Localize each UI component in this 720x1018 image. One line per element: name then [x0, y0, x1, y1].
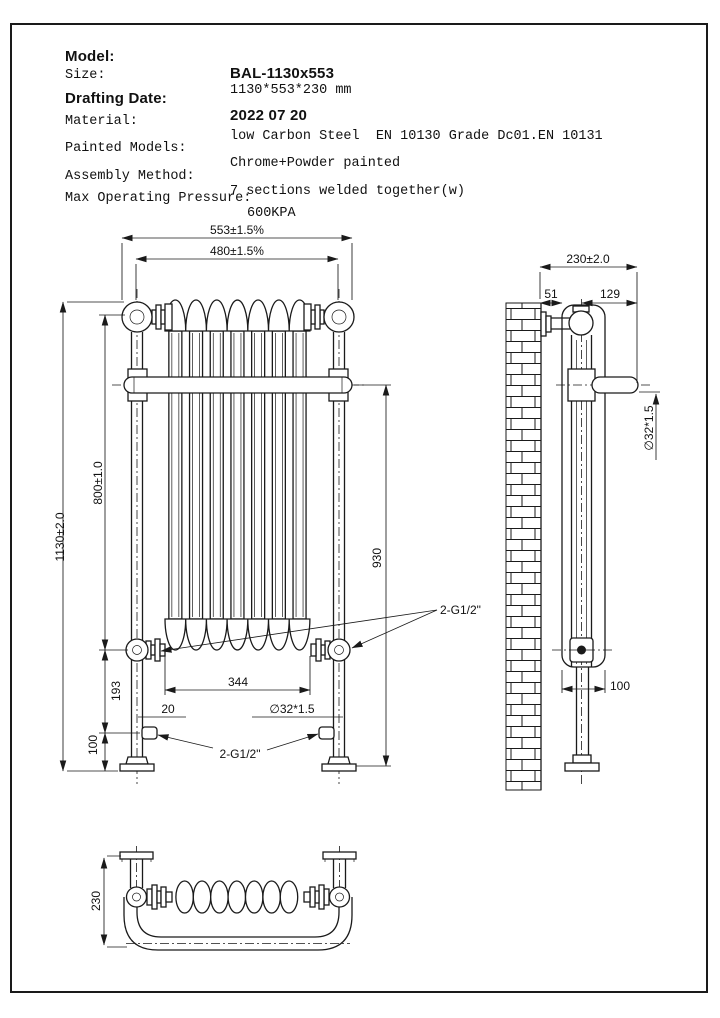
connection-port-dot [577, 646, 586, 655]
side-foot [565, 763, 599, 771]
plan-ball-right [330, 887, 350, 907]
plan-feet [120, 852, 356, 862]
plan-ball-left [127, 887, 147, 907]
valve-stub-left [142, 727, 157, 739]
front-view-dimensions [53, 223, 481, 771]
wall-brick-hatch [506, 303, 541, 790]
towel-rail [124, 377, 352, 393]
side-rail [592, 377, 638, 393]
spec-label: Max Operating Pressure: [65, 191, 252, 206]
spec-label: Drafting Date: [65, 90, 167, 107]
spec-value: 2022 07 20 [230, 107, 308, 124]
dim-wall-offset: 51 [544, 287, 558, 301]
dim-gap-bottom: 193 [109, 680, 123, 702]
radiator-top-humps [165, 300, 310, 331]
dim-foot-height: 100 [86, 734, 100, 756]
dim-tube-spec: ∅32*1.5 [269, 702, 315, 716]
spec-value: BAL-1130x553 [230, 65, 335, 82]
spec-value: Chrome+Powder painted [230, 156, 401, 171]
dim-depth-overall: 230±2.0 [566, 252, 610, 266]
side-view [506, 299, 650, 790]
side-lower-leg [577, 667, 589, 756]
dim-rail-projection: 129 [599, 287, 621, 301]
radiator-columns [169, 331, 306, 619]
plan-sections [176, 881, 298, 913]
dim-section-width: 344 [227, 675, 249, 689]
bottom-view [120, 846, 356, 950]
bottom-ball-joint-right [328, 639, 350, 661]
dim-side-tube-spec: ∅32*1.5 [642, 405, 656, 451]
dim-rail-height: 930 [370, 547, 384, 569]
radiator-bottom-humps [165, 619, 310, 650]
spec-value: 600KPA [247, 206, 296, 221]
top-ball-joint-left [122, 302, 152, 332]
dim-plan-depth: 230 [89, 890, 103, 912]
bottom-ball-joint-left [126, 639, 148, 661]
spec-value: 7 sections welded together(w) [230, 184, 465, 199]
dim-stub-offset: 20 [161, 702, 175, 716]
bottom-view-dimensions [89, 856, 127, 947]
dim-width-overall: 553±1.5% [210, 223, 264, 237]
dim-height-column: 800±1.0 [91, 461, 105, 505]
dim-height-overall: 1130±2.0 [53, 512, 67, 562]
dim-width-centers: 480±1.5% [210, 244, 264, 258]
spec-label: Painted Models: [65, 141, 187, 156]
spec-label: Assembly Method: [65, 169, 195, 184]
label-bottom-connections: 2-G1/2" [219, 747, 261, 761]
spec-value: low Carbon Steel EN 10130 Grade Dc01.EN 10131 [230, 129, 603, 144]
spec-label: Model: [65, 48, 115, 65]
top-ball-joint-right [324, 302, 354, 332]
label-side-connections: 2-G1/2" [440, 603, 481, 617]
column-profile [562, 305, 605, 667]
dim-column-depth: 100 [610, 679, 631, 693]
spec-label: Size: [65, 68, 106, 83]
elbow-ball [569, 311, 593, 335]
spec-value: 1130*553*230 mm [230, 83, 352, 98]
spec-label: Material: [65, 114, 138, 129]
valve-stub-right [319, 727, 334, 739]
front-view [112, 289, 364, 784]
